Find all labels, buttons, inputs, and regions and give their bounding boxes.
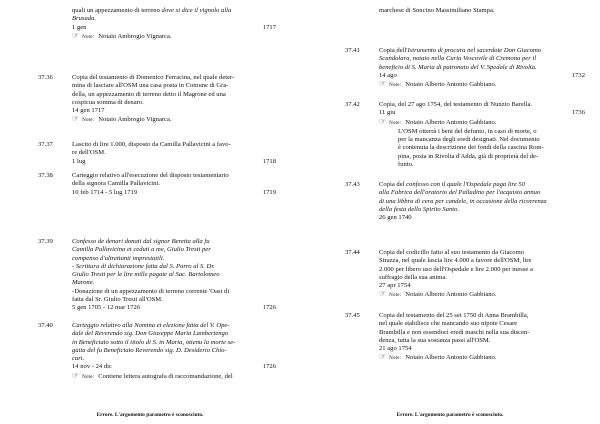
entry-note: ☞ Note: Notaio Alberto Antonio Gabbiano. — [379, 289, 497, 299]
entry-note: ☞ Note: Notaio Alberto Antonio Gabbiano. — [379, 116, 497, 126]
entry-date: 26 gen 1740 — [379, 214, 412, 222]
left-page: quali un appezzamento di terreno dove si dice il vignolo alla Brusada. 1 gen 1717 ☞ Note: Notaio Ambrogio Vignarca. 37.36 Copia del testamento di Domenico Ferracina, nel quale deter- mina di lasciare all'OSM una casa posta in Comune di Gra- della, un appezzamento di terreno detto il Magrone ed una cospicua somma di denaro. 14 gen 1717 ☞ Note: Notaio Ambrogio Vignarca. 37.37 Lascito di lire 1.000, disposto da Camilla Pallavicini a favo- re dell'OSM. 1 lug 1718 37.38 Carteggio relativo all'esecuzione del disposto testamentario della signora Camilla Pallavicini. 10 feb 1714 - 5 lug 1719 1719 37.39 Confesso de denari donati dal signor Beretta alla fu Camilla Pallavicina et ceduti a me, Giulio Tresti per compenso d'altrettanti imprestatili. - Scrittura di dichiarazione fatta dal S. Porro al S. Dr. Giulio Tresti per le lire mille pagate al Sac. Bartolomeo Marone. -Donazione di un appezzamento di terreno corrente 'Oasi di fatta dal Sr. Giulio Tresti all'OSM. 5 gen 1705 - 12 mar 1726 1726 37.40 Carteggio relativo alla Nomina et elezione fatta del V. Ope- dale del Reverendo sig. Don Giuseppe Maria Lambertengo in Beneficiato sotto il titolo di S. in Maria, ottenu la morte se- guita del fu Beneficiato Reverendo sig. D. Desiderio Chio- cari. 14 nov - 24 dic 1726 ☞ Note: Contiene lettera autografa di raccomandazione, del Errore. L'argomento parametro è sconosciuto. — [0, 0, 300, 424]
entry-date: 14 nov - 24 dic 1726 — [72, 363, 276, 371]
entry-note: ☞ Note: Contiene lettera autografa di raccomandazione, del — [72, 370, 233, 380]
entry-number: 37.38 — [38, 172, 53, 179]
entry-date: 14 ago 1732 — [379, 71, 585, 79]
cont-line-0: quali un appezzamento di terreno — [72, 7, 162, 14]
entry-number: 37.44 — [345, 249, 360, 256]
entry-date: 11 giu 1736 — [379, 109, 585, 117]
entry-date: 14 gen 1717 — [72, 107, 105, 115]
entry-date: 1 gen 1717 — [72, 23, 276, 31]
entry-date: 27 apr 1754 — [379, 282, 411, 290]
entry-note: ☞ Note: Notaio Ambrogio Vignarca. — [72, 114, 172, 124]
entry-note: ☞ Note: Notaio Alberto Antonio Gabbiano. — [379, 79, 497, 89]
entry-note: ☞ Note: Notaio Alberto Antonio Gabbiano. — [379, 352, 497, 362]
entry-number: 37.37 — [38, 141, 53, 148]
page-footer: Errore. L'argomento parametro è sconosciuto. — [396, 412, 504, 418]
note-hand-icon: ☞ — [72, 114, 80, 124]
entry-date: 5 gen 1705 - 12 mar 1726 1726 — [72, 304, 276, 312]
entry-number: 37.36 — [38, 74, 53, 81]
note-hand-icon: ☞ — [379, 289, 387, 299]
entry-date: 1 lug 1718 — [72, 157, 276, 165]
note-hand-icon: ☞ — [379, 79, 387, 89]
right-page: marchese di Soncino Massimiliano Stampa. 37.41 Copia dell'Istrumento di procura nel sacerdote Don Giacomo Scandolara, notaio nella Curia Vescovile di Cremona per il beneficio di S. Maria di patronato del V. Spedale di Rivolta. 14 ago 1732 ☞ Note: Notaio Alberto Antonio Gabbiano. 37.42 Copia, del 27 ago 1754, del testamento di Nunzio Barella. 11 giu 1736 ☞ Note: Notaio Alberto Antonio Gabbiano. L'OSM otterrà i beni del defunto, in caso di morte, o per la mancanza degli eredi designati. Nel documento è contenuta la descrizione dei fondi della cascina Rom- pina, posta in Rivolta d'Adda, già di proprietà del de- funto. 37.43 Copia del confesso con il quale l'Ospedale paga lire 50 alla Fabrica dell'oratorio del Palladino per l'acquisto annuo di una libbra di cera per candele, in occasione della ricorrenza della festa dello Spirito Santo. 26 gen 1740 37.44 Copia del codicillo fatto al suo testamento da Giacomo Strazza, nel quale lascia lire 4.000 a favore dell'OSM, lire 2.000 per libero uso dell'Ospedale e lire 2.000 per messe a suffragio della sua anima. 27 apr 1754 ☞ Note: Notaio Alberto Antonio Gabbiano. 37.45 Copia del testamento del 25 set 1750 di Anna Brambilla, nel quale stabilisce che mancando suo nipote Cesare Brambilla e non essendoci eredi maschi nella sua discen- denza, tutta la sua sostanza passi all'OSM. 21 ago 1754 ☞ Note: Notaio Alberto Antonio Gabbiano. Errore. L'argomento parametro è sconosciuto. — [300, 0, 600, 424]
entry-number: 37.41 — [345, 47, 360, 54]
entry-number: 37.39 — [38, 238, 53, 245]
cont-line-1: Brusada. — [72, 15, 96, 23]
note-hand-icon: ☞ — [72, 370, 80, 380]
note-hand-icon: ☞ — [72, 30, 80, 40]
entry-number: 37.42 — [345, 101, 360, 108]
entry-date: 21 ago 1754 — [379, 345, 412, 353]
note-hand-icon: ☞ — [379, 352, 387, 362]
entry-number: 37.40 — [38, 322, 53, 329]
entry-date: 10 feb 1714 - 5 lug 1719 1719 — [72, 188, 276, 196]
entry-number: 37.45 — [345, 312, 360, 319]
note-hand-icon: ☞ — [379, 116, 387, 126]
page-footer: Errore. L'argomento parametro è sconosciuto. — [96, 412, 204, 418]
entry-number: 37.43 — [345, 181, 360, 188]
entry-note: ☞ Note: Notaio Ambrogio Vignarca. — [72, 30, 172, 40]
cont-italic: dove si dice il vignolo alla — [161, 7, 232, 14]
